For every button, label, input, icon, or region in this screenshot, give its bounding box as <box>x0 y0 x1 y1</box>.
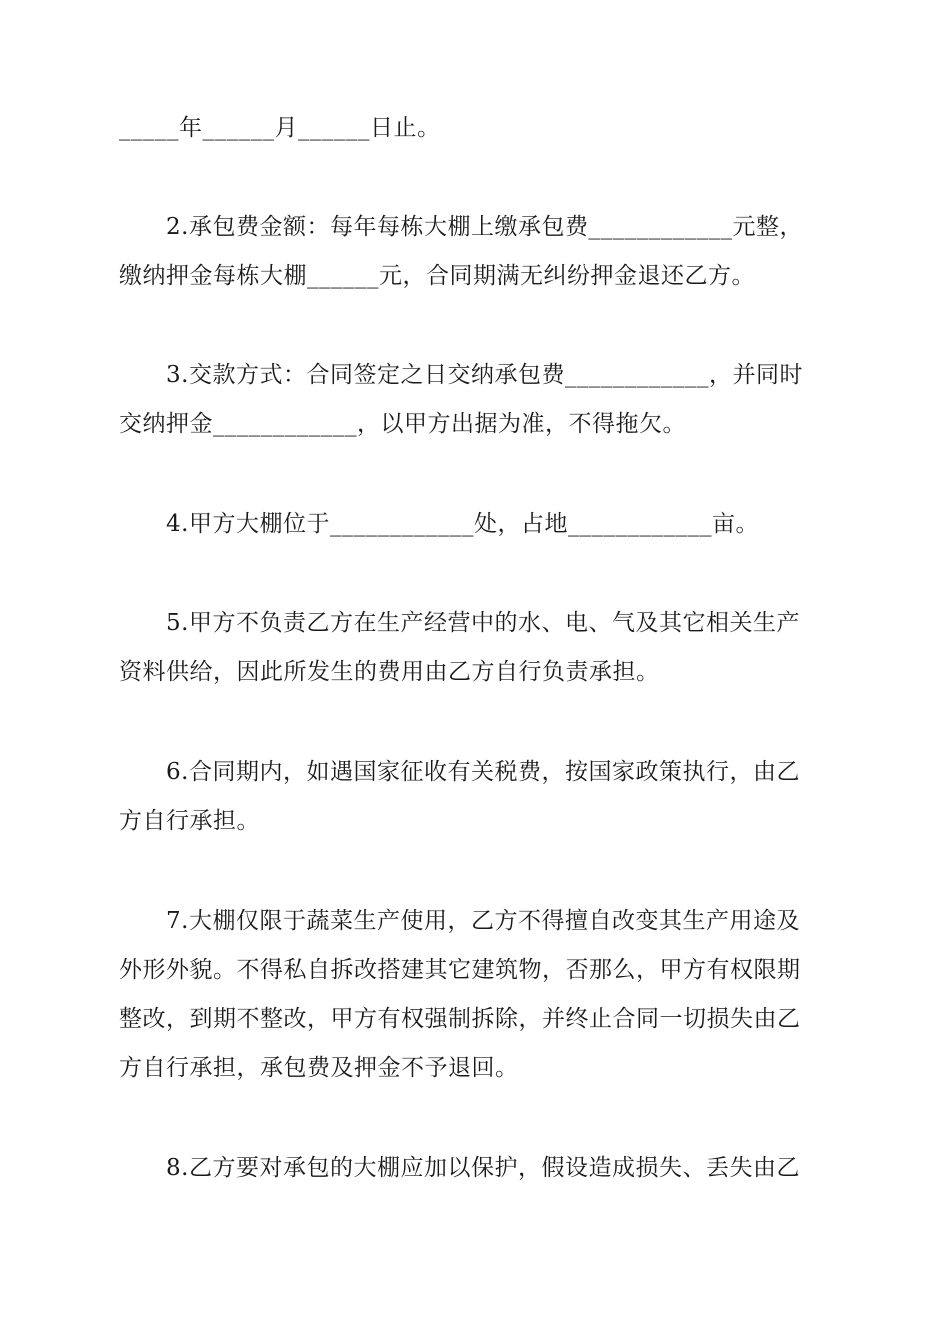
text-line: 方自行承担，承包费及押金不予退回。 <box>119 1055 519 1081</box>
text-line: 3.交款方式：合同签定之日交纳承包费____________，并同时 <box>166 362 803 388</box>
text-line: 4.甲方大棚位于____________处，占地____________亩。 <box>166 511 759 537</box>
paragraph-greenhouse-location <box>119 500 831 549</box>
paragraph-utilities <box>119 599 831 697</box>
paragraph-date-end <box>119 104 831 153</box>
text-line: 6.合同期内，如遇国家征收有关税费，按国家政策执行，由乙 <box>166 759 800 785</box>
text-line: 7.大棚仅限于蔬菜生产使用，乙方不得擅自改变其生产用途及 <box>166 908 800 934</box>
text-line: 缴纳押金每栋大棚______元，合同期满无纠纷押金退还乙方。 <box>119 263 755 289</box>
text-line: 2.承包费金额：每年每栋大棚上缴承包费____________元整， <box>166 214 803 240</box>
paragraph-usage-restrictions <box>119 897 831 1093</box>
text-line: 5.甲方不负责乙方在生产经营中的水、电、气及其它相关生产 <box>166 610 800 636</box>
text-line: 资料供给，因此所发生的费用由乙方自行负责承担。 <box>119 659 660 685</box>
paragraph-protection <box>119 1144 831 1193</box>
paragraph-taxes <box>119 748 831 846</box>
paragraph-contract-fee <box>119 203 831 301</box>
text-line: 8.乙方要对承包的大棚应加以保护，假设造成损失、丢失由乙 <box>166 1155 800 1181</box>
text-line: 交纳押金____________，以甲方出据为准，不得拖欠。 <box>119 411 686 437</box>
text-line: 整改，到期不整改，甲方有权强制拆除，并终止合同一切损失由乙 <box>119 1006 801 1032</box>
paragraph-payment-method <box>119 351 831 449</box>
text-line: 外形外貌。不得私自拆改搭建其它建筑物，否那么，甲方有权限期 <box>119 957 801 983</box>
text-line: 方自行承担。 <box>119 808 260 834</box>
text-line: _____年______月______日止。 <box>119 115 441 141</box>
